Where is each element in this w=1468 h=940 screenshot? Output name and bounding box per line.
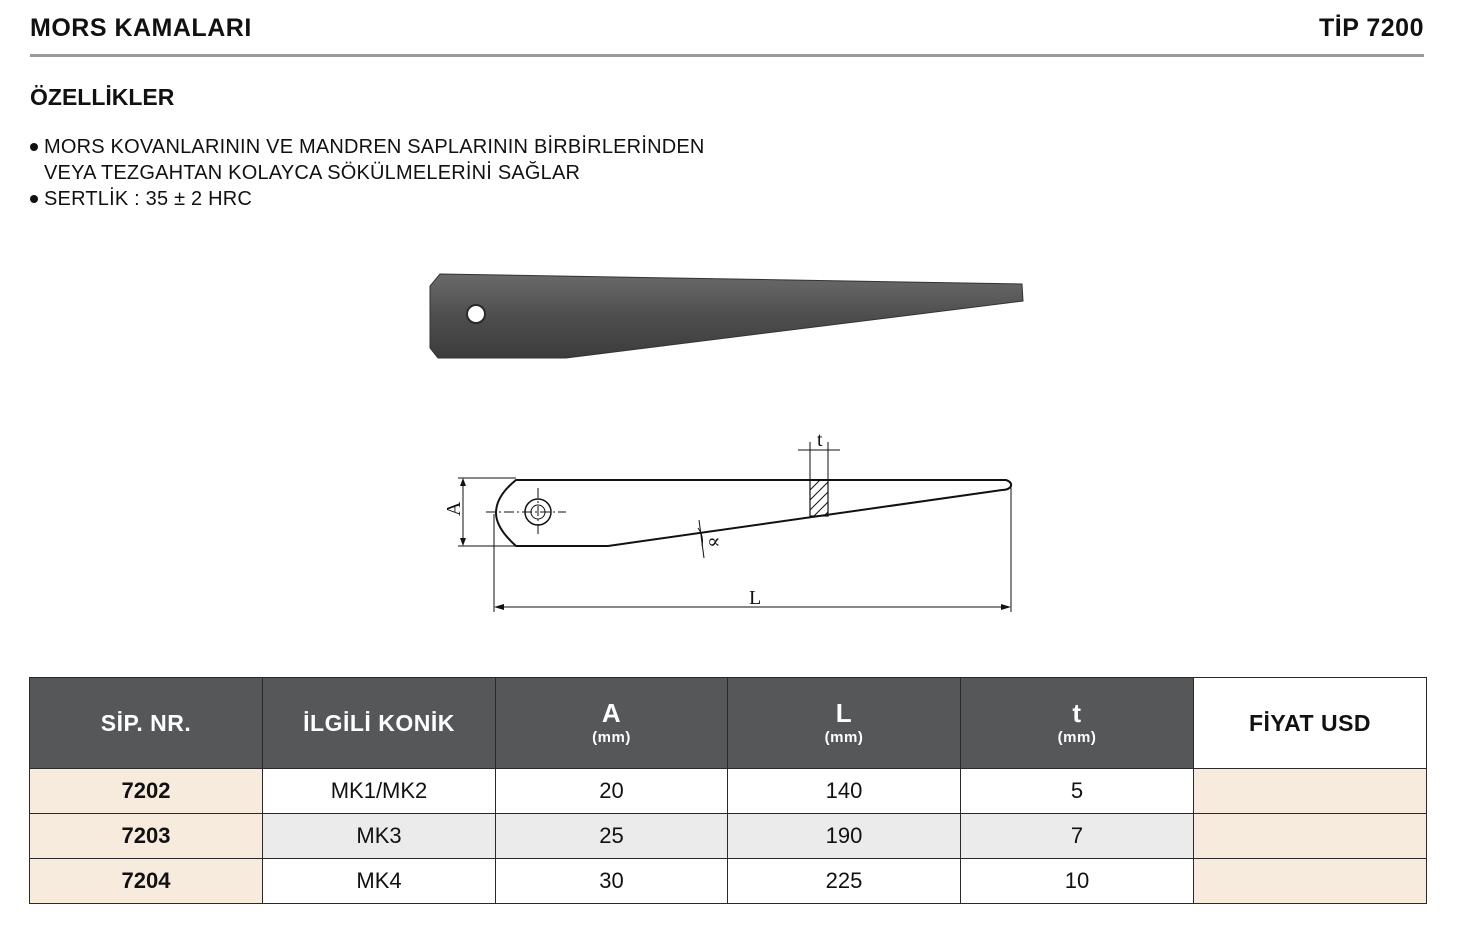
dimension-label-l: L	[749, 587, 762, 609]
column-header-t-label: t	[1072, 698, 1082, 728]
header-divider	[30, 54, 1424, 57]
wedge-photo-shape	[430, 274, 1023, 358]
column-header-a	[496, 678, 728, 769]
features-list	[30, 134, 705, 212]
cell-l: 225	[728, 859, 961, 904]
dimension-label-a: A	[443, 501, 465, 516]
cell-code: 7204	[30, 859, 263, 904]
column-header-conic: İLGİLİ KONİK	[263, 678, 496, 769]
cell-price	[1194, 859, 1427, 904]
column-header-l	[728, 678, 961, 769]
cell-conic: MK4	[263, 859, 496, 904]
column-header-unit: (mm)	[824, 729, 864, 746]
cell-a: 25	[496, 814, 728, 859]
cell-t: 7	[961, 814, 1194, 859]
cell-l: 140	[728, 769, 961, 814]
cell-a: 30	[496, 859, 728, 904]
table-row	[30, 769, 1427, 814]
type-label: TİP 7200	[1318, 14, 1424, 42]
cell-price	[1194, 814, 1427, 859]
feature-item	[30, 186, 705, 212]
column-header-code: SİP. NR.	[30, 678, 263, 769]
cell-conic: MK1/MK2	[263, 769, 496, 814]
cell-t: 10	[961, 859, 1194, 904]
table-header-row	[30, 678, 1427, 769]
column-header-t	[961, 678, 1194, 769]
column-header-unit: (mm)	[1057, 729, 1097, 746]
product-photo	[426, 268, 1026, 364]
wedge-hole	[467, 305, 485, 323]
technical-drawing	[436, 428, 1036, 618]
feature-item	[30, 134, 705, 186]
cell-conic: MK3	[263, 814, 496, 859]
dimension-label-angle: ∝	[707, 531, 721, 553]
bullet-icon	[30, 143, 38, 151]
column-header-price: FİYAT USD	[1194, 678, 1427, 769]
feature-text-line: MORS KOVANLARININ VE MANDREN SAPLARININ BİRBİRLERİNDEN	[44, 136, 705, 158]
column-header-l-label: L	[835, 698, 853, 728]
wedge-outline	[496, 480, 1011, 546]
column-header-unit: (mm)	[592, 729, 631, 746]
feature-text-line: SERTLİK : 35 ± 2 HRC	[44, 188, 253, 210]
dimension-label-t: t	[817, 429, 823, 451]
page-title: MORS KAMALARI	[30, 14, 252, 42]
cell-code: 7203	[30, 814, 263, 859]
cell-a: 20	[496, 769, 728, 814]
features-title: ÖZELLİKLER	[30, 84, 175, 110]
cell-price	[1194, 769, 1427, 814]
cell-code: 7202	[30, 769, 263, 814]
spec-table	[29, 677, 1427, 904]
cell-t: 5	[961, 769, 1194, 814]
cell-l: 190	[728, 814, 961, 859]
table-row	[30, 859, 1427, 904]
table-row	[30, 814, 1427, 859]
bullet-icon	[30, 195, 38, 203]
feature-text-line: VEYA TEZGAHTAN KOLAYCA SÖKÜLMELERİNİ SAĞLAR	[44, 162, 581, 184]
column-header-a-label: A	[601, 698, 622, 728]
